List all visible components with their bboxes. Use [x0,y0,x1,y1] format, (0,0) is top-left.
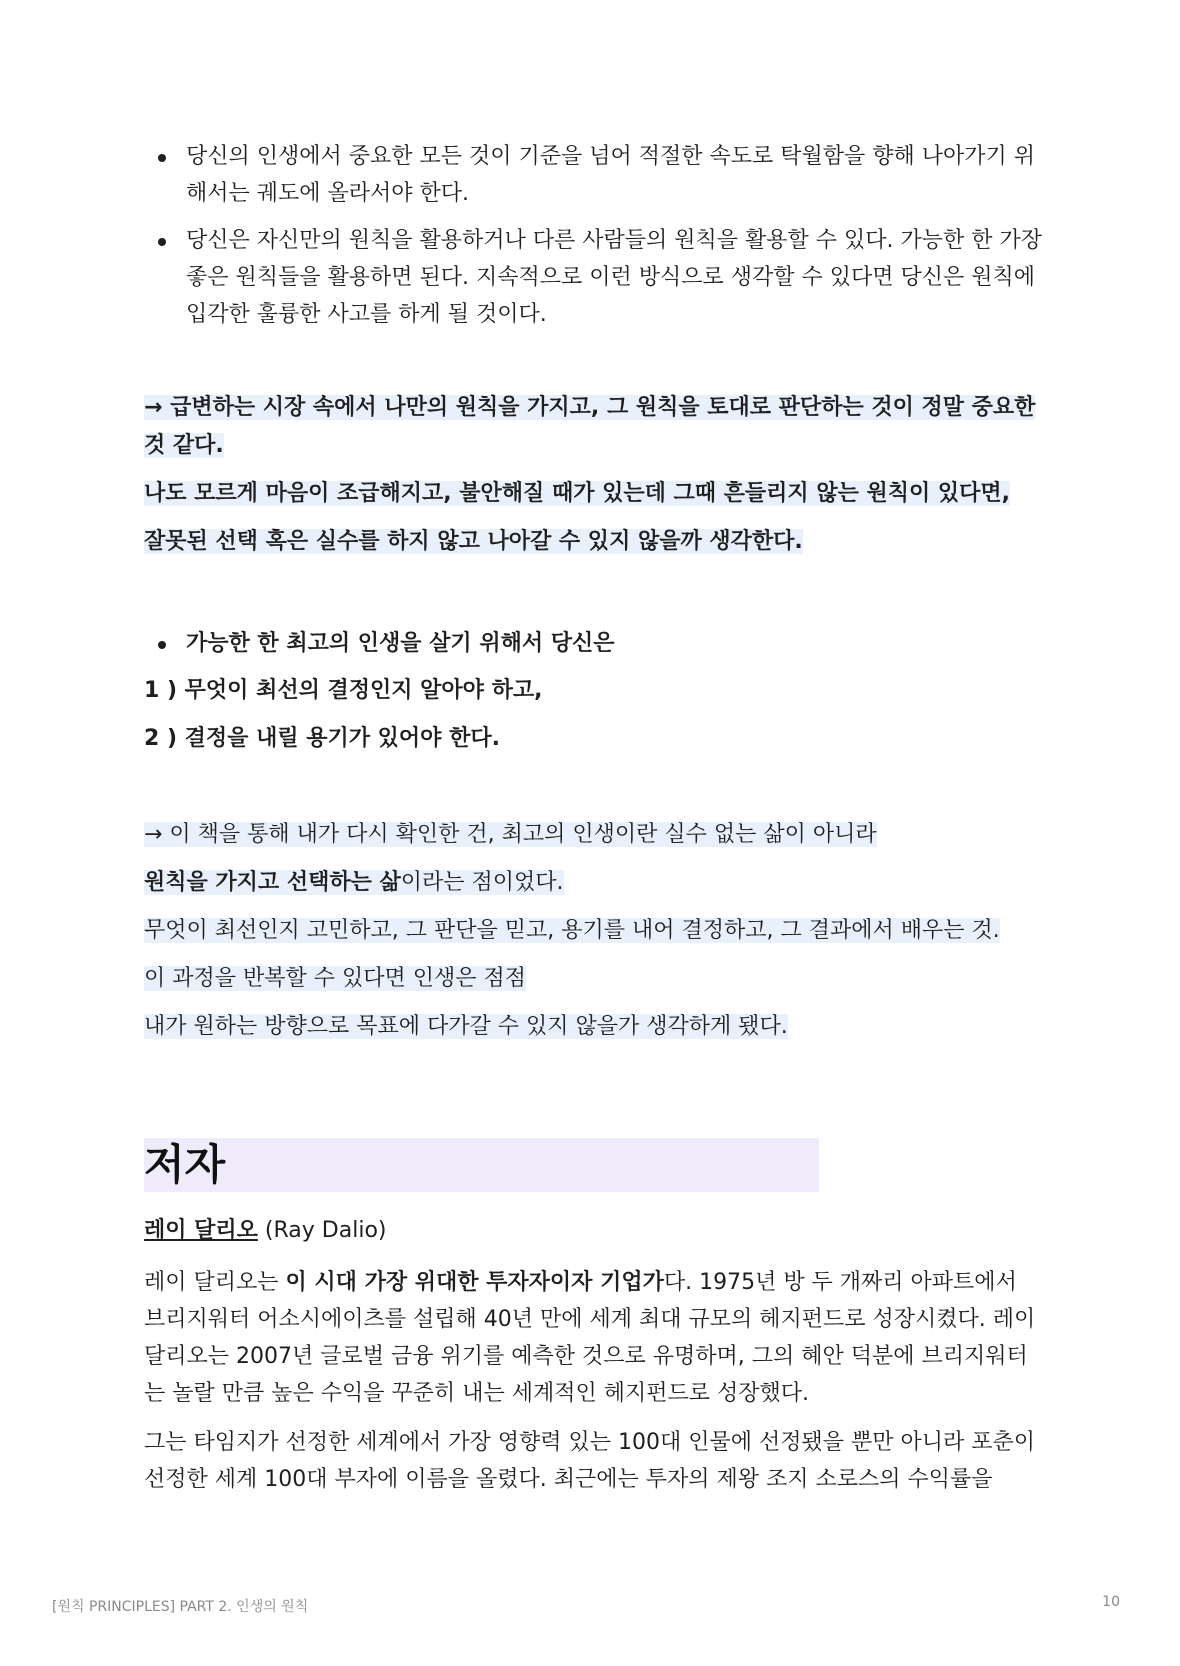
comment-block-1 [144,389,1044,561]
author-name-link[interactable]: 레이 달리오 [144,1218,258,1243]
comment-line [144,816,1044,854]
bullet-dot-icon [158,154,166,162]
highlighted-text: 나도 모르게 마음이 조급해지고, 불안해질 때가 있는데 그때 흔들리지 않는 원칙이 있다면, [144,481,1011,506]
highlighted-text: 무엇이 최선인지 고민하고, 그 판단을 믿고, 용기를 내어 결정하고, 그 결과에서 배우는 것. [144,918,1000,943]
author-name-line [144,1214,1044,1248]
bullet-dot-icon [158,641,166,649]
bio-paragraph: 그는 타임지가 선정한 세계에서 가장 영향력 있는 100대 인물에 선정됐을 뿐만 아니라 포춘이 선정한 세계 100대 부자에 이름을 올렸다. 최근에는 투자의 제왕 조지 소로스의 수익률을 [144,1430,1035,1492]
comment-line [144,864,1044,902]
bio-text: 다. 1975년 방 두 개짜리 아파트에서 브리지워터 어소시에이츠를 설립해 40년 만에 세계 최대 규모의 헤지펀드로 성장시켰다. 레이 달리오는 2007년 글로벌 금융 위기를 예측한 것으로 유명하며, 그의 혜안 덕분에 브리지워터는 놀랄 만큼 높은 수익을 꾸준히 내는 세계적인 헤지펀드로 성장했다. [144,1270,1036,1406]
section-heading-author: 저자 [144,1138,819,1192]
highlighted-text: → 이 책을 통해 내가 다시 확인한 건, 최고의 인생이란 실수 없는 삶이 아니라 [144,822,877,847]
footer-title: [원칙 PRINCIPLES] PART 2. 인생의 원칙 [52,1599,309,1615]
bold-text: 원칙을 가지고 선택하는 삶 [144,870,401,895]
bio-text: 레이 달리오는 [144,1270,286,1295]
bio-bold-text: 이 시대 가장 위대한 투자자이자 기업가 [285,1270,664,1295]
comment-line [144,912,1044,950]
comment-block-2 [144,816,1044,1046]
numbered-item-1: 1 ) 무엇이 최선의 결정인지 알아야 하고, [144,678,543,703]
bullet-text: 당신의 인생에서 중요한 모든 것이 기준을 넘어 적절한 속도로 탁월함을 향해 나아가기 위해서는 궤도에 올라서야 한다. [186,144,1035,206]
page-number: 10 [1102,1594,1120,1610]
highlighted-text: 잘못된 선택 혹은 실수를 하지 않고 나아갈 수 있지 않을까 생각한다. [144,529,803,554]
top-bullet-list [144,138,1044,333]
numbered-item-2: 2 ) 결정을 내릴 용기가 있어야 한다. [144,726,500,751]
comment-line [144,475,1044,513]
comment-line [144,1008,1044,1046]
bullet-text: 가능한 한 최고의 인생을 살기 위해서 당신은 [186,631,615,656]
highlighted-text: 이 과정을 반복할 수 있다면 인생은 점점 [144,966,526,991]
author-name-english: (Ray Dalio) [257,1218,387,1243]
numbered-bullet-list [144,625,1044,662]
highlighted-text: 내가 원하는 방향으로 목표에 다가갈 수 있지 않을가 생각하게 됐다. [144,1014,788,1039]
highlighted-text: → 급변하는 시장 속에서 나만의 원칙을 가지고, 그 원칙을 토대로 판단하는 것이 정말 중요한 것 같다. [144,395,1036,458]
list-item [144,625,1044,662]
bio-paragraph [144,1264,1044,1412]
page-content [144,138,1044,1510]
bullet-text: 당신은 자신만의 원칙을 활용하거나 다른 사람들의 원칙을 활용할 수 있다. 가능한 한 가장 좋은 원칙들을 활용하면 된다. 지속적으로 이런 방식으로 생각할 수 있다면 당신은 원칙에 입각한 훌륭한 사고를 하게 될 것이다. [186,228,1042,327]
comment-line [144,389,1044,465]
comment-line [144,960,1044,998]
list-item [144,222,1044,333]
list-item [144,138,1044,212]
highlighted-text: 이라는 점이었다. [400,870,564,895]
comment-line [144,523,1044,561]
author-bio [144,1264,1044,1498]
numbered-block [144,625,1044,758]
bullet-dot-icon [158,238,166,246]
